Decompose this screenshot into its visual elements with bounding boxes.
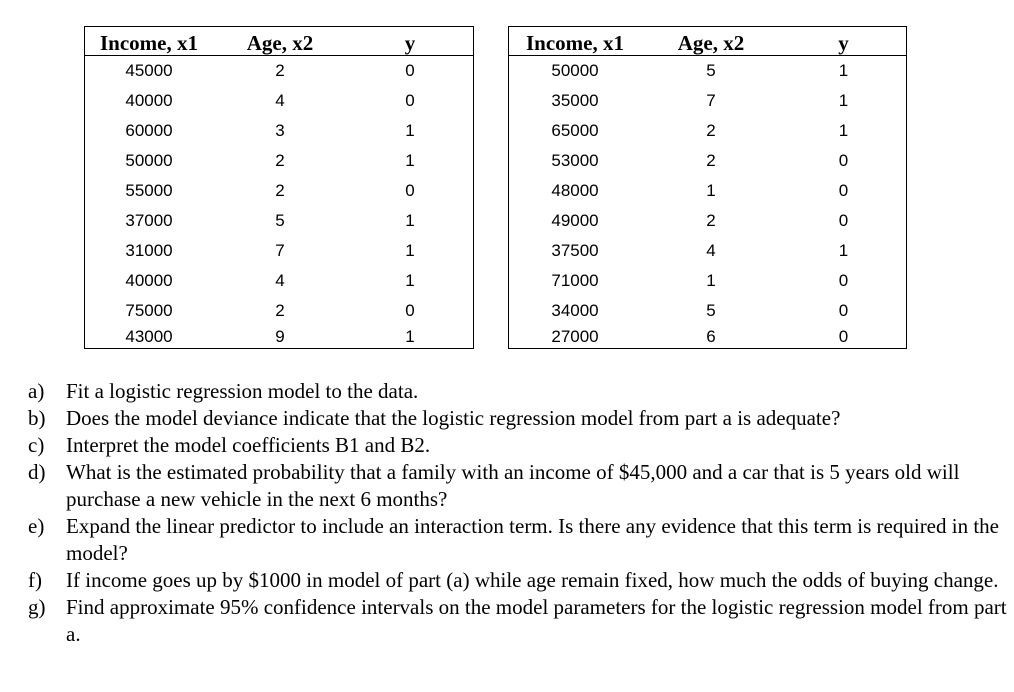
data-table-right — [508, 26, 907, 349]
cell-age: 4 — [275, 91, 285, 110]
table-row — [509, 116, 907, 146]
table-row — [85, 116, 474, 146]
table-header-row — [85, 27, 474, 56]
table-row — [85, 86, 474, 116]
table-row — [85, 296, 474, 326]
cell-income: 37500 — [551, 241, 599, 260]
header-age: Age, x2 — [213, 27, 347, 56]
cell-y: 1 — [838, 241, 849, 260]
question-text: Expand the linear predictor to include an interaction term. Is there any evidence that this term is required in the model? — [66, 514, 999, 565]
question-text: What is the estimated probability that a family with an income of $45,000 and a car that is 5 years old will purchase a new vehicle in the next 6 months? — [66, 460, 960, 511]
cell-age: 4 — [706, 241, 716, 260]
question-text: Interpret the model coefficients B1 and B2. — [66, 433, 431, 457]
question-text: Find approximate 95% confidence intervals on the model parameters for the logistic regression model from part a. — [66, 595, 1007, 646]
header-age: Age, x2 — [641, 27, 781, 56]
table-row — [85, 266, 474, 296]
cell-income: 35000 — [551, 91, 599, 110]
question-item — [28, 459, 1008, 513]
table-row — [509, 296, 907, 326]
cell-income: 50000 — [125, 151, 173, 170]
question-letter: a) — [28, 379, 45, 403]
question-letter: d) — [28, 460, 46, 484]
table-row — [509, 236, 907, 266]
cell-age: 2 — [706, 121, 716, 140]
data-table-left — [84, 26, 474, 349]
cell-y: 0 — [838, 327, 849, 346]
header-income: Income, x1 — [509, 27, 642, 56]
cell-age: 5 — [706, 301, 716, 320]
table-row — [85, 206, 474, 236]
table-row — [509, 206, 907, 236]
cell-y: 1 — [838, 121, 849, 140]
cell-income: 48000 — [551, 181, 599, 200]
cell-y: 0 — [838, 271, 849, 290]
cell-income: 34000 — [551, 301, 599, 320]
cell-income: 71000 — [551, 271, 599, 290]
cell-income: 49000 — [551, 211, 599, 230]
cell-y: 0 — [405, 61, 415, 80]
cell-y: 1 — [405, 241, 415, 260]
table-row — [85, 56, 474, 87]
cell-y: 1 — [405, 211, 415, 230]
cell-y: 0 — [405, 301, 415, 320]
question-letter: e) — [28, 514, 45, 538]
cell-income: 60000 — [125, 121, 173, 140]
cell-income: 43000 — [125, 327, 173, 346]
cell-y: 0 — [838, 211, 849, 230]
cell-age: 2 — [706, 211, 716, 230]
cell-income: 27000 — [551, 327, 599, 346]
cell-y: 1 — [405, 327, 415, 346]
cell-y: 0 — [405, 181, 415, 200]
cell-age: 5 — [275, 211, 285, 230]
cell-income: 31000 — [125, 241, 173, 260]
question-text: Does the model deviance indicate that the logistic regression model from part a is adequate? — [66, 406, 841, 430]
table-row — [509, 86, 907, 116]
cell-y: 0 — [838, 151, 849, 170]
cell-income: 40000 — [125, 271, 173, 290]
cell-income: 45000 — [125, 61, 173, 80]
cell-income: 65000 — [551, 121, 599, 140]
cell-age: 2 — [275, 181, 285, 200]
cell-y: 1 — [838, 91, 849, 110]
cell-age: 2 — [275, 151, 285, 170]
question-letter: b) — [28, 406, 46, 430]
question-list — [28, 378, 1008, 648]
question-item — [28, 432, 1008, 459]
table-row — [85, 236, 474, 266]
cell-income: 37000 — [125, 211, 173, 230]
question-item — [28, 378, 1008, 405]
table-row — [509, 266, 907, 296]
table-row — [85, 326, 474, 349]
cell-age: 2 — [706, 151, 716, 170]
question-text: If income goes up by $1000 in model of part (a) while age remain fixed, how much the odds of buying change. — [66, 568, 999, 592]
cell-income: 40000 — [125, 91, 173, 110]
question-item — [28, 405, 1008, 432]
question-letter: g) — [28, 595, 46, 619]
table-header-row — [509, 27, 907, 56]
header-y: y — [781, 27, 907, 56]
cell-age: 2 — [275, 301, 285, 320]
cell-age: 2 — [275, 61, 285, 80]
cell-age: 6 — [706, 327, 716, 346]
question-letter: c) — [28, 433, 45, 457]
cell-age: 5 — [706, 61, 716, 80]
table-row — [85, 146, 474, 176]
question-item — [28, 567, 1008, 594]
cell-age: 4 — [275, 271, 285, 290]
cell-income: 55000 — [125, 181, 173, 200]
cell-age: 1 — [706, 271, 716, 290]
cell-age: 7 — [706, 91, 716, 110]
cell-y: 1 — [405, 271, 415, 290]
cell-age: 3 — [275, 121, 285, 140]
cell-y: 1 — [405, 121, 415, 140]
header-income: Income, x1 — [85, 27, 214, 56]
cell-income: 75000 — [125, 301, 173, 320]
cell-y: 0 — [838, 181, 849, 200]
question-item — [28, 594, 1008, 648]
question-item — [28, 513, 1008, 567]
cell-y: 0 — [838, 301, 849, 320]
table-row — [509, 146, 907, 176]
cell-age: 7 — [275, 241, 285, 260]
table-row — [509, 326, 907, 349]
cell-y: 0 — [405, 91, 415, 110]
cell-income: 53000 — [551, 151, 599, 170]
cell-age: 1 — [706, 181, 716, 200]
table-row — [509, 56, 907, 87]
cell-y: 1 — [405, 151, 415, 170]
cell-age: 9 — [275, 327, 285, 346]
question-text: Fit a logistic regression model to the data. — [66, 379, 419, 403]
cell-income: 50000 — [551, 61, 599, 80]
question-letter: f) — [28, 568, 42, 592]
table-row — [85, 176, 474, 206]
header-y: y — [347, 27, 474, 56]
cell-y: 1 — [838, 61, 849, 80]
table-row — [509, 176, 907, 206]
